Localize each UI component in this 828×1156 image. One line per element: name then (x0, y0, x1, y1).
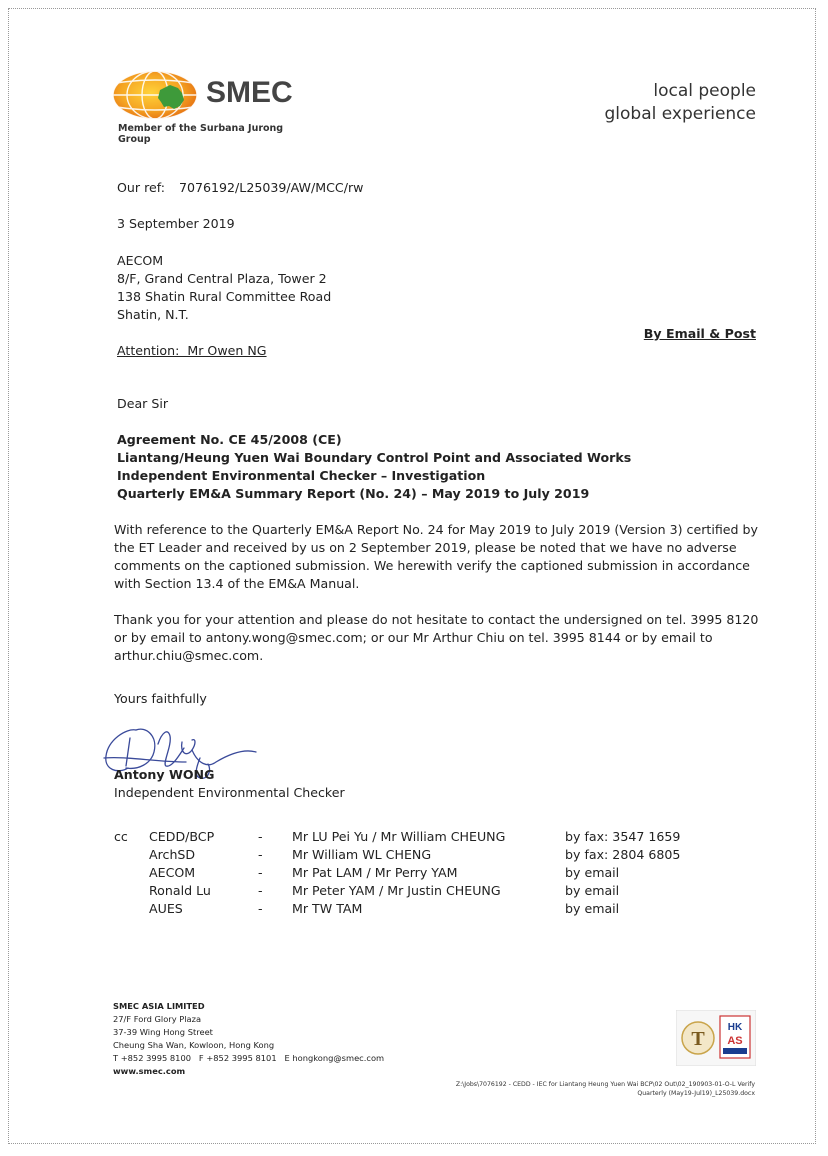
cc-method: by fax: 3547 1659 (565, 829, 681, 844)
cc-separator: - (258, 865, 263, 880)
footer-contacts: T +852 3995 8100 F +852 3995 8101 E hongkong@smec.com (113, 1053, 385, 1063)
body-paragraph-2: Thank you for your attention and please do not hesitate to contact the undersigned on tel. 3995 8120 or by email to antony.wong@smec.com; or our Mr Arthur Chiu on tel. 3995 8144 or by email to arthur.chiu@smec.com. (114, 612, 759, 663)
svg-text:AS: AS (727, 1035, 743, 1047)
cc-org: AUES (149, 901, 183, 916)
cc-row (0, 829, 828, 847)
cc-method: by email (565, 901, 620, 916)
file-path-line: Z:\Jobs\7076192 - CEDD - IEC for Liantang Heung Yuen Wai BCP\02 Out\02_190903-01-O-L Verify (455, 1081, 755, 1088)
cc-org: CEDD/BCP (149, 829, 215, 844)
delivery-method: By Email & Post (643, 326, 756, 341)
cc-names: Mr LU Pei Yu / Mr William CHEUNG (292, 829, 506, 844)
cc-row (0, 883, 828, 901)
cc-separator: - (258, 901, 263, 916)
ref-label: Our ref: (117, 180, 165, 195)
cc-method: by email (565, 883, 620, 898)
cc-names: Mr William WL CHENG (292, 847, 432, 862)
address-line: 138 Shatin Rural Committee Road (117, 289, 332, 304)
subject-block (117, 431, 631, 503)
cc-label: cc (114, 829, 128, 844)
signatory-name: Antony WONG (114, 767, 215, 782)
svg-text:HK: HK (727, 1022, 743, 1033)
subject-line: Quarterly EM&A Summary Report (No. 24) – May 2019 to July 2019 (117, 486, 590, 501)
certification-badge-icon (676, 1010, 756, 1066)
member-line: Member of the Surbana Jurong Group (118, 123, 284, 145)
subject-line: Liantang/Heung Yuen Wai Boundary Control Point and Associated Works (117, 450, 632, 465)
body-paragraph-1: With reference to the Quarterly EM&A Report No. 24 for May 2019 to July 2019 (Version 3) certified by the ET Leader and received by us on 2 September 2019, please be noted that we have no adverse comments on the captioned submission. We herewith verify the captioned submission in accordance with Section 13.4 of the EM&A Manual. (114, 522, 758, 591)
cc-row (0, 865, 828, 883)
cc-method: by email (565, 865, 620, 880)
ref-value: 7076192/L25039/AW/MCC/rw (178, 180, 364, 195)
footer-address-line: 27/F Ford Glory Plaza (113, 1014, 202, 1024)
reference-line (117, 180, 363, 195)
address-line: 8/F, Grand Central Plaza, Tower 2 (117, 271, 327, 286)
company-footer (113, 1000, 384, 1078)
cc-names: Mr Pat LAM / Mr Perry YAM (292, 865, 458, 880)
cc-row (0, 901, 828, 919)
footer-address-line: 37-39 Wing Hong Street (113, 1027, 213, 1037)
globe-logo-icon (112, 68, 202, 123)
cc-names: Mr TW TAM (292, 901, 363, 916)
cc-org: ArchSD (149, 847, 196, 862)
attention-line: Attention: Mr Owen NG (117, 343, 267, 358)
tagline-line-2: global experience (604, 104, 756, 124)
letter-date: 3 September 2019 (117, 216, 235, 231)
footer-address-line: Cheung Sha Wan, Kowloon, Hong Kong (113, 1040, 275, 1050)
cc-separator: - (258, 829, 263, 844)
address-line: AECOM (117, 253, 164, 268)
closing: Yours faithfully (114, 691, 207, 706)
address-line: Shatin, N.T. (117, 307, 189, 322)
file-path (456, 1080, 755, 1098)
signatory-title: Independent Environmental Checker (114, 785, 345, 800)
salutation: Dear Sir (117, 396, 169, 411)
subject-line: Independent Environmental Checker – Investigation (117, 468, 486, 483)
recipient-address (117, 252, 331, 324)
cc-org: Ronald Lu (149, 883, 211, 898)
cc-method: by fax: 2804 6805 (565, 847, 681, 862)
svg-text:T: T (691, 1028, 705, 1050)
file-path-line: Quarterly (May19-Jul19)_L25039.docx (637, 1090, 755, 1097)
tagline-line-1: local people (653, 81, 756, 101)
smec-logo (112, 68, 312, 145)
cc-names: Mr Peter YAM / Mr Justin CHEUNG (292, 883, 501, 898)
cc-separator: - (258, 847, 263, 862)
footer-website: www.smec.com (113, 1066, 186, 1076)
footer-company: SMEC ASIA LIMITED (113, 1001, 205, 1011)
cc-row (0, 847, 828, 865)
subject-line: Agreement No. CE 45/2008 (CE) (117, 432, 342, 447)
cc-org: AECOM (149, 865, 196, 880)
tagline (605, 80, 756, 126)
cc-separator: - (258, 883, 263, 898)
logo-wordmark: SMEC (206, 76, 293, 109)
